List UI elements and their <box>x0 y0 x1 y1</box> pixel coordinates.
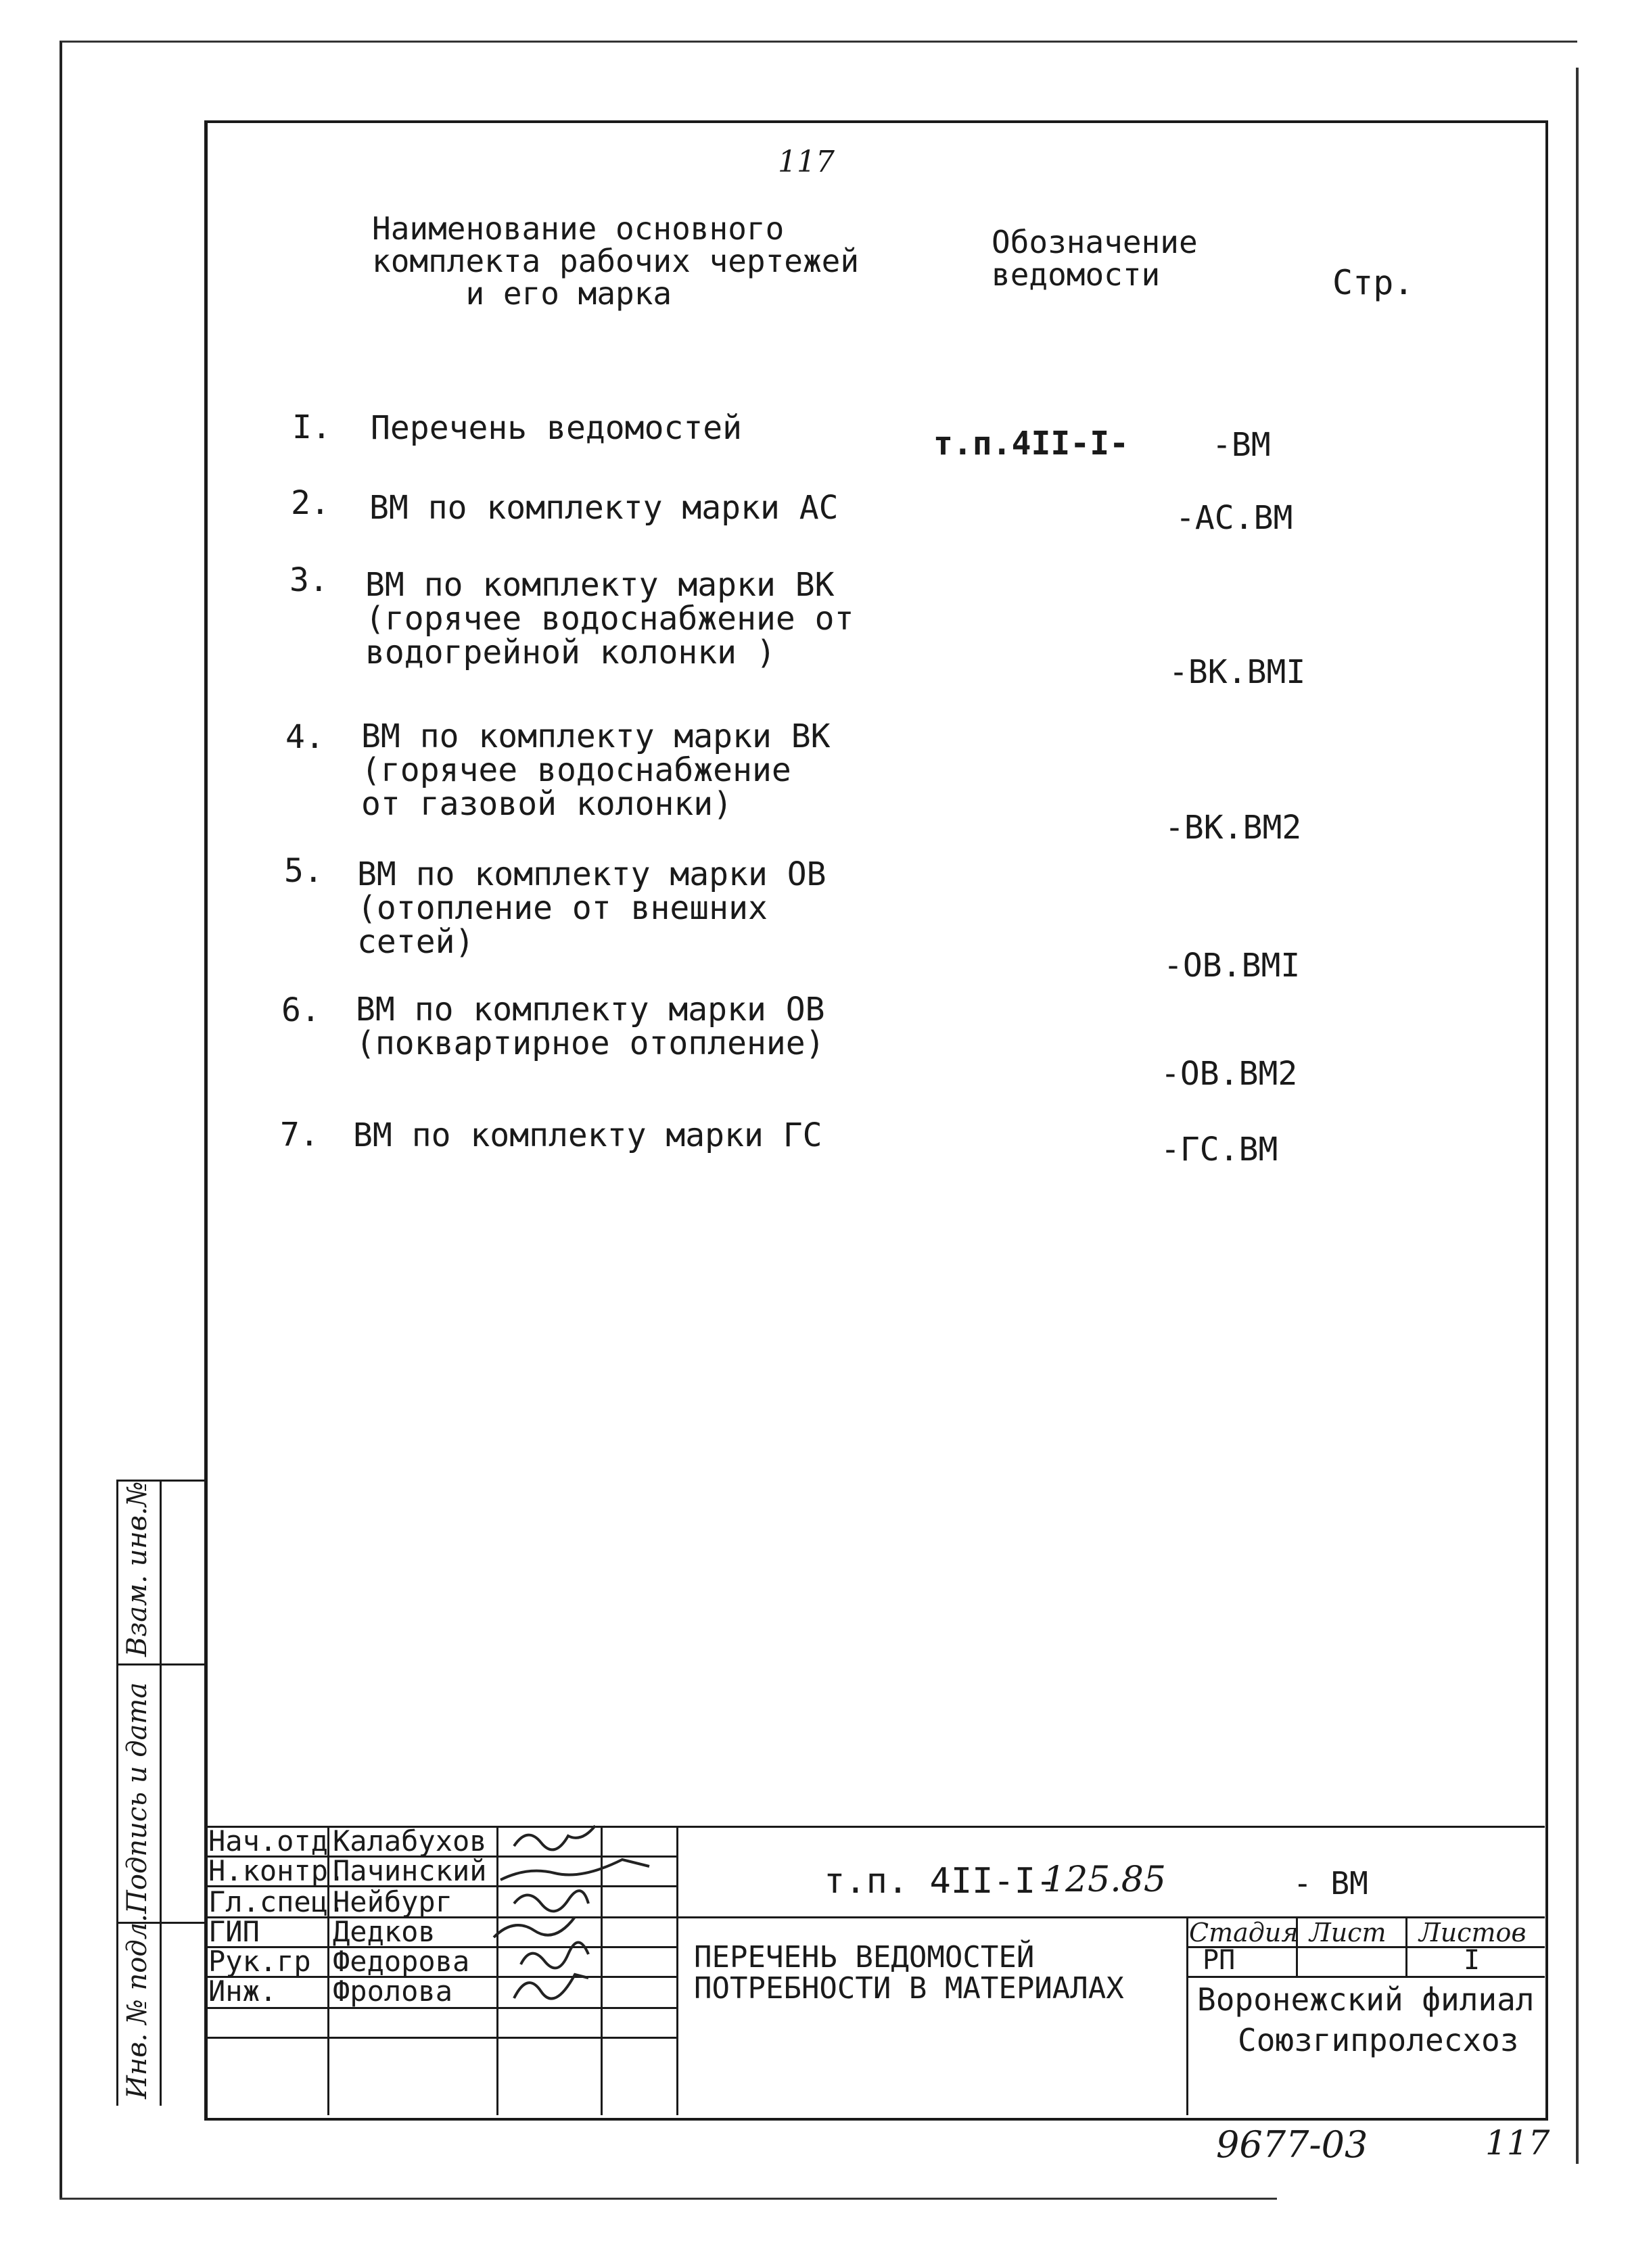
side-stamp-mid-line <box>160 1480 162 2106</box>
item-code: -АС.ВМ <box>1175 499 1293 537</box>
item-code: -ОВ.ВМ2 <box>1161 1055 1298 1093</box>
outer-frame-right <box>1576 68 1579 2164</box>
item-text: ВМ по комплекту марки ГС <box>353 1116 822 1154</box>
stamp-sheets-label: Листов <box>1419 1918 1527 1947</box>
header-page-column: Стр. <box>1332 263 1414 302</box>
stamp-row-line <box>204 2037 678 2039</box>
item-number: 3. <box>289 561 329 599</box>
signature-kalabukhov <box>514 1826 595 1849</box>
stamp-role: Нач.отд <box>208 1824 329 1858</box>
stamp-name: Федорова <box>333 1945 470 1978</box>
item-code: -ВМ <box>1212 426 1271 464</box>
stamp-role: ГИП <box>208 1915 260 1948</box>
item-code: -ВК.ВМ2 <box>1165 809 1302 847</box>
stamp-role: Инж. <box>208 1975 277 2008</box>
item-code: -ОВ.ВМI <box>1163 947 1301 985</box>
side-label-vzam-inv: Взам. инв.№ <box>122 1481 153 1657</box>
signature-pachinsky <box>500 1860 649 1880</box>
item-code: -ВК.ВМI <box>1169 653 1306 691</box>
side-label-sign-date: Подпись и дата <box>122 1682 153 1914</box>
side-stamp-divider-1 <box>116 1663 206 1665</box>
stamp-col-line <box>1405 1916 1407 1976</box>
item-code: -ГС.ВМ <box>1161 1131 1278 1168</box>
signature-neiburg <box>514 1891 588 1911</box>
stamp-org-line2: Союзгипролесхоз <box>1238 2022 1519 2058</box>
side-label-inv-orig: Инв. № подл. <box>122 1914 153 2099</box>
item-text: ВМ по комплекту марки ОВ (поквартирное отопление) <box>356 991 825 1062</box>
stamp-title: ПЕРЕЧЕНЬ ВЕДОМОСТЕЙ ПОТРЕБНОСТИ В МАТЕРИАЛАХ <box>694 1940 1124 2006</box>
stamp-role: Рук.гр <box>208 1945 311 1978</box>
stamp-role: Н.контр. <box>208 1854 346 1887</box>
header-designation-column: Обозначение ведомости <box>992 224 1198 293</box>
outer-frame-bottom <box>60 2198 1277 2200</box>
item-number: 7. <box>280 1116 319 1154</box>
item-text: Перечень ведомостей <box>371 409 743 447</box>
stamp-sheet-label: Лист <box>1309 1918 1387 1947</box>
stamp-name: Дедков <box>333 1915 436 1948</box>
stamp-name: Нейбург <box>333 1885 453 1918</box>
stamp-org-line1: Воронежский филиал <box>1197 1981 1535 2018</box>
item-text: ВМ по комплекту марки ВК (горячее водоснабжение от газовой колонки) <box>361 717 831 823</box>
page-number-top: 117 <box>778 145 835 179</box>
stamp-name: Фролова <box>333 1975 453 2008</box>
stamp-name: Пачинский <box>333 1854 487 1887</box>
stamp-org-line <box>1186 1976 1545 1978</box>
item-text: ВМ по комплекту марки АС <box>369 489 839 527</box>
stamp-doc-code-hand: 125.85 <box>1043 1860 1166 1900</box>
item-number: 2. <box>291 484 330 522</box>
footer-archive-number: 9677-03 <box>1216 2123 1368 2166</box>
signature-dedkov <box>494 1917 575 1937</box>
item-number: 5. <box>284 852 323 890</box>
stamp-sheets-value: I <box>1464 1945 1481 1976</box>
stamp-stage-label: Стадия <box>1189 1918 1299 1947</box>
item-text: ВМ по комплекту марки ВК (горячее водоснабжение от водогрейной колонки ) <box>365 566 854 671</box>
footer-page-number: 117 <box>1485 2123 1550 2163</box>
item-number: I. <box>292 408 331 446</box>
item-number: 4. <box>285 718 325 756</box>
stamp-stage-value: РП <box>1203 1945 1236 1976</box>
signature-scribbles <box>487 1819 690 2022</box>
stamp-col-line <box>1186 1916 1188 2115</box>
item-prefix-code: т.п.4II-I- <box>933 425 1129 463</box>
item-number: 6. <box>281 991 321 1029</box>
stamp-name: Калабухов <box>333 1824 487 1858</box>
side-stamp-left-line <box>116 1480 118 2106</box>
item-text: ВМ по комплекту марки ОВ (отопление от внешних сетей) <box>357 855 826 961</box>
signature-frolova <box>514 1975 588 1999</box>
header-name-column: Наименование основного комплекта рабочих чертежей и его марка <box>372 210 860 312</box>
stamp-role: Гл.спец. <box>208 1885 346 1918</box>
stamp-doc-suffix: - ВМ <box>1293 1865 1368 1901</box>
signature-fedorova <box>521 1943 588 1968</box>
stamp-doc-code: т.п. 4II-I- <box>824 1861 1057 1901</box>
